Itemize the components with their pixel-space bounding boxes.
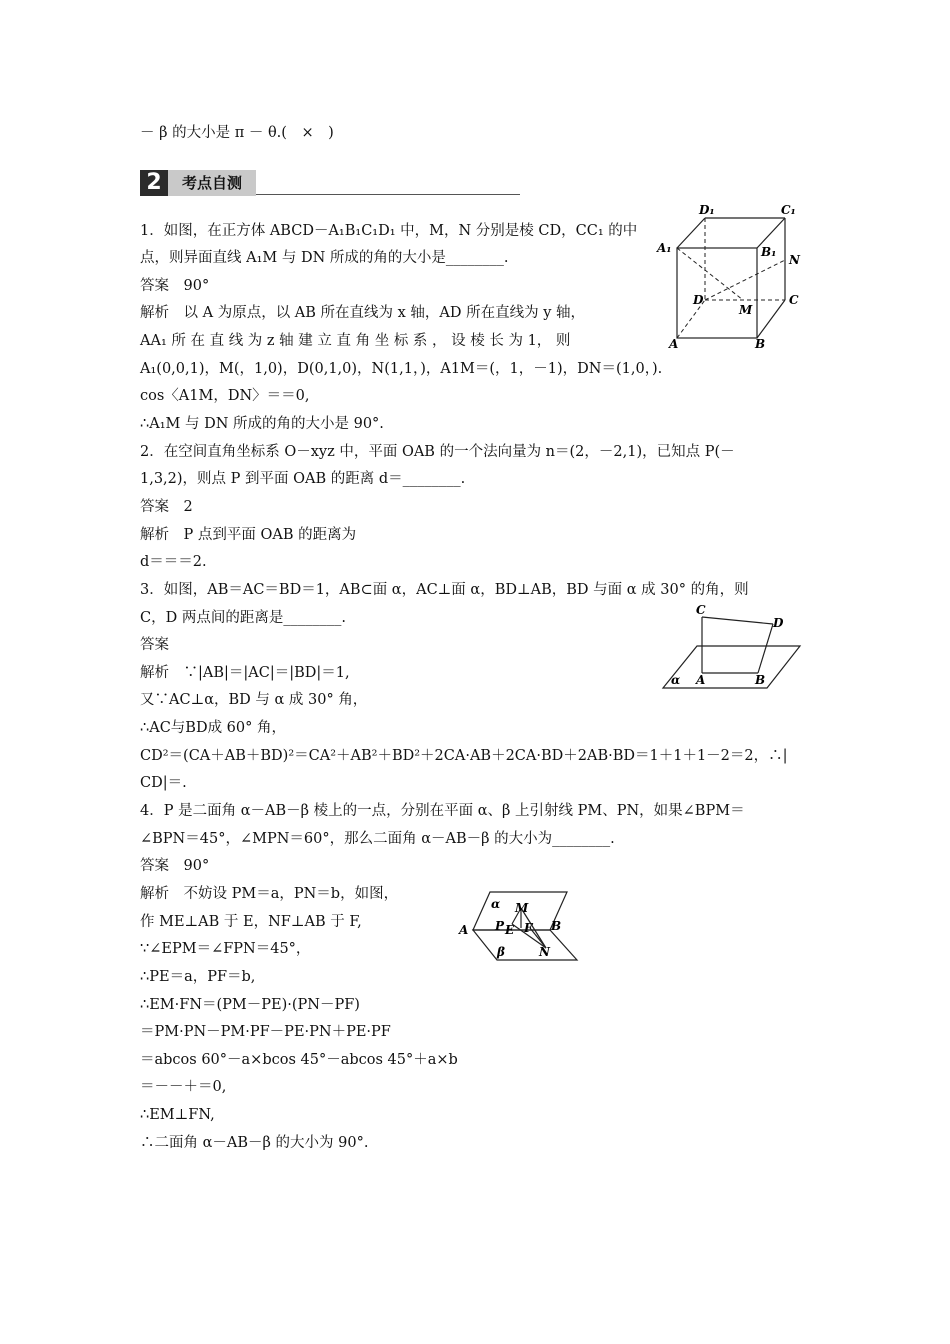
question-2-solution: d＝＝＝2. — [140, 554, 207, 570]
label-E: E — [505, 923, 515, 937]
question-4-solution: ＝abcos 60°－a×bcos 45°－abcos 45°＋a×b — [140, 1052, 458, 1068]
label-A1: A₁ — [657, 241, 672, 255]
label-alpha: α — [671, 673, 681, 687]
segment-A1M — [677, 248, 743, 300]
cube-front-face — [677, 248, 757, 338]
label-D: D — [773, 616, 784, 630]
question-4-line-1: 4．P 是二面角 α－AB－β 棱上的一点，分别在平面 α、β 上引射线 PM、PN，如果∠BPM＝ — [140, 803, 745, 819]
label-D1: D₁ — [699, 203, 715, 217]
label-A: A — [459, 923, 469, 937]
question-4-solution: 解析 不妨设 PM＝a，PN＝b，如图， — [140, 886, 399, 902]
cube-figure — [655, 200, 815, 350]
question-4-answer: 答案 90° — [140, 858, 210, 874]
question-4-line-2: ∠BPN＝45°，∠MPN＝60°，那么二面角 α－AB－β 的大小为________. — [140, 831, 615, 847]
dihedral-figure — [455, 888, 585, 968]
question-2-line-2: 1,3,2)，则点 P 到平面 OAB 的距离 d＝________. — [140, 471, 466, 487]
label-F: F — [524, 921, 533, 935]
question-1-solution: A₁(0,0,1)，M(，1,0)，D(0,1,0)，N(1,1，)，A1M＝(，1，－1)，DN＝(1,0，). — [140, 361, 663, 377]
question-4-solution: ＝－－＋＝0, — [140, 1079, 227, 1095]
label-C: C — [696, 603, 706, 617]
question-3-solution: CD|＝. — [140, 775, 187, 791]
question-3-solution: 解析 ∵|AB|＝|AC|＝|BD|＝1, — [140, 665, 350, 681]
question-4-solution: ＝PM·PN－PM·PF－PE·PN＋PE·PF — [140, 1024, 391, 1040]
question-4-solution: ∴PE＝a，PF＝b, — [140, 969, 256, 985]
question-1-answer: 答案 90° — [140, 278, 210, 294]
question-1-solution: cos〈A1M，DN〉＝＝0, — [140, 388, 310, 404]
question-1-solution: ∴A₁M 与 DN 所成的角的大小是 90°. — [140, 416, 384, 432]
section-rule — [256, 194, 520, 195]
label-D: D — [693, 293, 704, 307]
question-3-solution: 又∵AC⊥α，BD 与 α 成 30° 角， — [140, 692, 368, 708]
question-4-solution: ∴二面角 α－AB－β 的大小为 90°. — [140, 1135, 369, 1151]
label-B: B — [755, 673, 766, 687]
question-1-solution: AA₁ 所 在 直 线 为 z 轴 建 立 直 角 坐 标 系 ， 设 棱 长 为 1， 则 — [140, 333, 571, 349]
label-M: M — [515, 901, 529, 915]
label-M: M — [739, 303, 753, 317]
section-header — [140, 170, 520, 196]
question-2-solution: 解析 P 点到平面 OAB 的距离为 — [140, 527, 357, 543]
label-beta: β — [497, 945, 505, 959]
question-3-solution: CD²＝(CA＋AB＋BD)²＝CA²＋AB²＋BD²＋2CA·AB＋2CA·BD＋2AB·BD＝1＋1＋1－2＝2，∴| — [140, 748, 788, 764]
question-1-line-2: 点，则异面直线 A₁M 与 DN 所成的角的大小是________. — [140, 250, 509, 266]
label-A: A — [696, 673, 706, 687]
section-number: 2 — [140, 170, 168, 196]
label-C: C — [789, 293, 799, 307]
question-3-solution: ∴AC与BD成 60° 角， — [140, 720, 286, 736]
question-2-line-1: 2．在空间直角坐标系 O－xyz 中，平面 OAB 的一个法向量为 n＝(2，－2,1)，已知点 P(－ — [140, 444, 735, 460]
question-2-answer: 答案 2 — [140, 499, 193, 515]
question-4-solution: 作 ME⊥AB 于 E，NF⊥AB 于 F, — [140, 914, 362, 930]
question-4-solution: ∴EM⊥FN, — [140, 1107, 215, 1123]
question-1-solution: 解析 以 A 为原点，以 AB 所在直线为 x 轴，AD 所在直线为 y 轴， — [140, 305, 586, 321]
plane-alpha — [663, 646, 800, 688]
question-3-line-2: C，D 两点间的距离是________. — [140, 610, 346, 626]
question-3-line-1: 3．如图，AB＝AC＝BD＝1，AB⊂面 α，AC⊥面 α，BD⊥AB，BD 与面 α 成 30° 的角，则 — [140, 582, 749, 598]
label-alpha: α — [491, 897, 501, 911]
section-title: 考点自测 — [168, 170, 256, 196]
question-3-answer: 答案 — [140, 637, 169, 653]
label-P: P — [495, 919, 505, 933]
label-N: N — [539, 945, 550, 959]
label-B: B — [755, 337, 766, 350]
question-4-solution: ∵∠EPM＝∠FPN＝45°， — [140, 941, 311, 957]
label-B1: B₁ — [761, 245, 777, 259]
question-1-line-1: 1．如图，在正方体 ABCD－A₁B₁C₁D₁ 中，M，N 分别是棱 CD，CC₁ 的中 — [140, 223, 638, 239]
text-line: － β 的大小是 π － θ.( × ) — [140, 125, 334, 141]
question-4-solution: ∴EM·FN＝(PM－PE)·(PN－PF) — [140, 997, 360, 1013]
label-N: N — [789, 253, 800, 267]
plane-figure — [655, 600, 805, 695]
label-A: A — [669, 337, 679, 350]
label-C1: C₁ — [781, 203, 796, 217]
label-B: B — [551, 919, 562, 933]
